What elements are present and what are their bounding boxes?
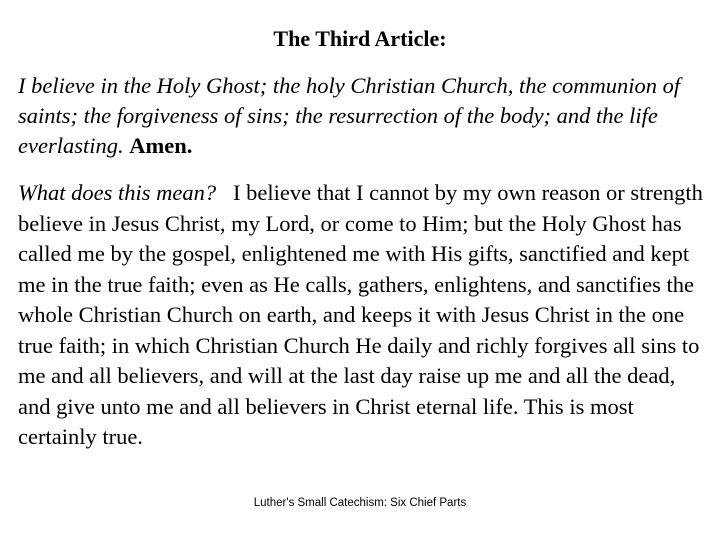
slide-title: The Third Article: xyxy=(273,26,447,51)
explanation-paragraph xyxy=(18,178,708,453)
creed-amen: Amen. xyxy=(129,133,193,158)
explanation-question: What does this mean? xyxy=(18,180,217,205)
explanation-text: I believe that I cannot by my own reason or strength believe in Jesus Christ, my Lord, or come to Him; but the Holy Ghost has called me by the gospel, enlightened me with His gifts, sanctified and kept me in the true faith; even as He calls, gathers, enlightens, and sanctifies the whole Christian Church on earth, and keeps it with Jesus Christ in the one true faith; in which Christian Church He daily and richly forgives all sins to me and all believers, and will at the last day raise up me and all the dead, and give unto me and all believers in Christ eternal life. This is most certainly true. xyxy=(18,180,703,449)
slide-footer: Luther's Small Catechism: Six Chief Parts xyxy=(253,497,467,509)
creed-paragraph xyxy=(18,71,708,161)
creed-text: I believe in the Holy Ghost; the holy Christian Church, the communion of saints; the forgiveness of sins; the resurrection of the body; and the life everlasting. xyxy=(18,73,681,158)
